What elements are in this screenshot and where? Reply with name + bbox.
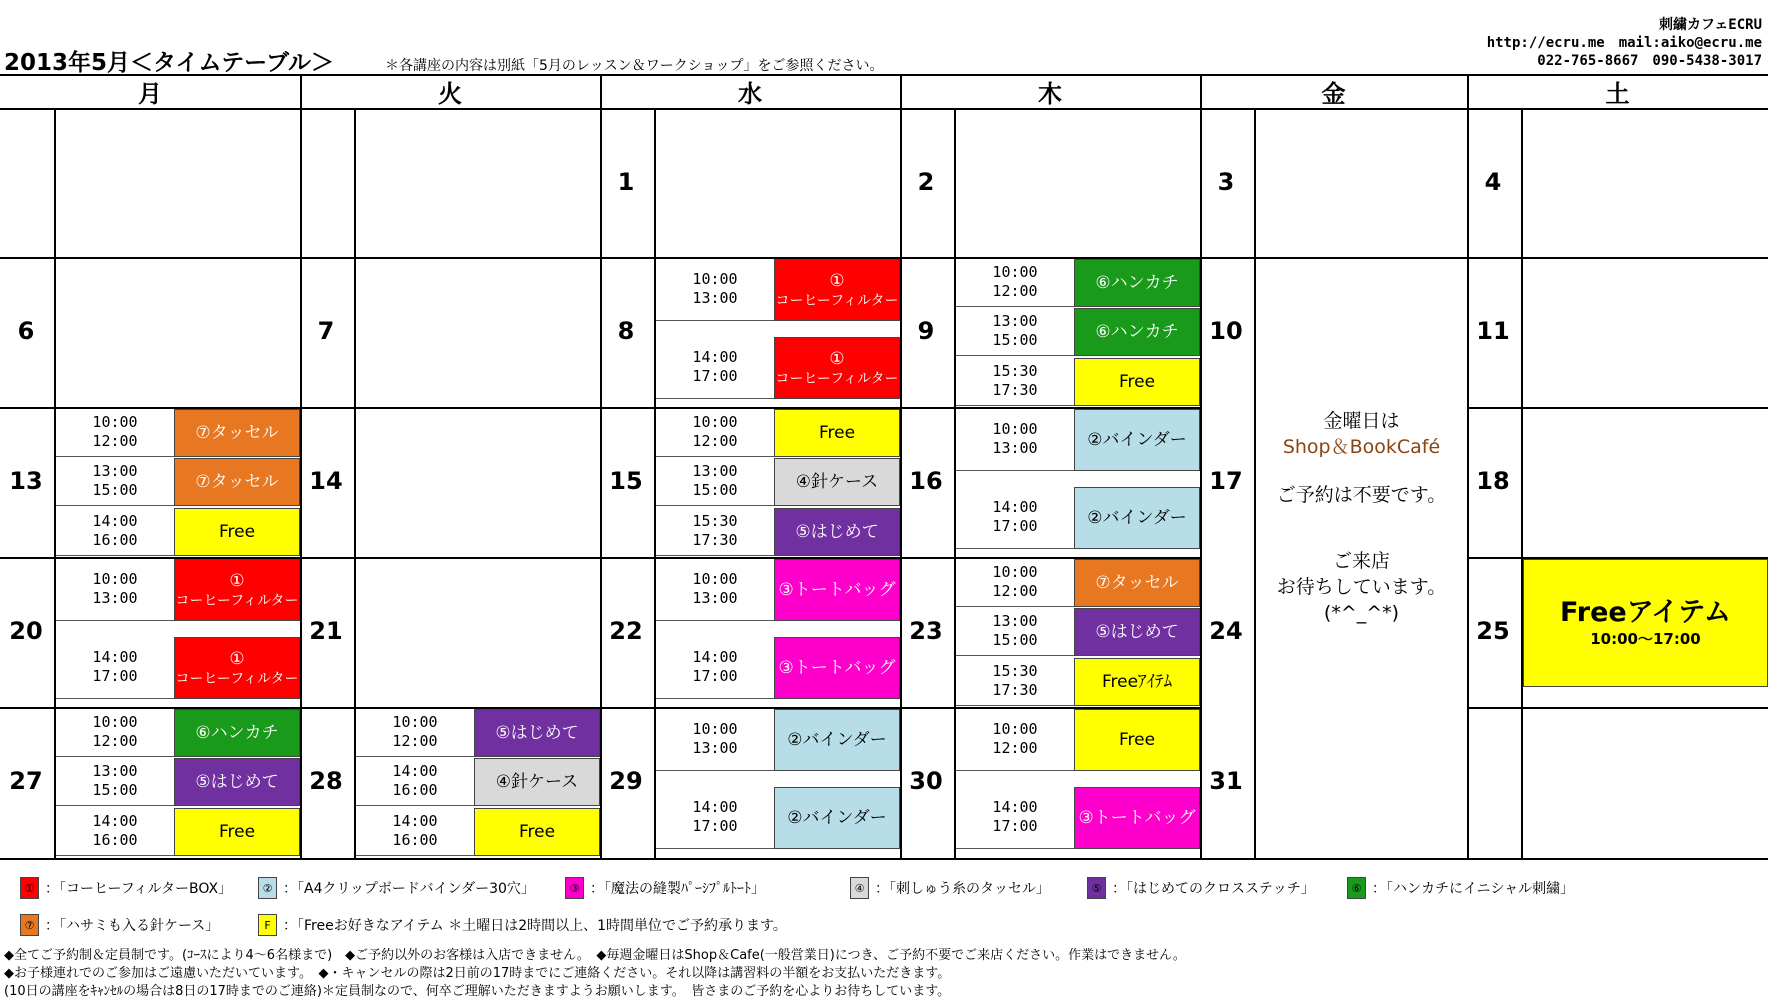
legend-swatch: ①: [20, 877, 39, 899]
lesson-block[interactable]: [774, 259, 900, 321]
date-number: 1: [617, 168, 635, 196]
lesson-block[interactable]: [474, 808, 600, 856]
lesson-time: 14:00 17:00: [692, 348, 738, 385]
friday-note-line6: (*^_^*): [1323, 602, 1400, 624]
lesson-time: 14:00 17:00: [92, 648, 138, 685]
friday-note-line3: ご予約は不要です。: [1276, 484, 1447, 506]
legend-text: ：「魔法の縫製ﾊﾟｰｼﾌﾟﾙﾄｰﾄ」: [590, 881, 765, 897]
lesson-time: 15:30 17:30: [692, 512, 738, 549]
lesson-title: Freeｱｲﾃﾑ: [1101, 671, 1173, 692]
lesson-time: 15:30 17:30: [992, 662, 1038, 699]
lesson-title: Free: [1118, 729, 1156, 750]
legend-swatch: F: [258, 914, 277, 936]
saturday-free-item[interactable]: [1523, 559, 1768, 687]
lesson-title: ⑤はじめて: [1095, 621, 1179, 642]
lesson-time: 14:00 17:00: [992, 798, 1038, 835]
lesson-time: 10:00 12:00: [992, 263, 1038, 300]
legend-item: [258, 877, 535, 899]
lesson-title: ②バインダー: [787, 729, 887, 750]
lesson-time: 13:00 15:00: [992, 312, 1038, 349]
lesson-block[interactable]: [174, 458, 300, 506]
date-number: 25: [1476, 617, 1510, 645]
shop-contact-web: http://ecru.me mail:aiko@ecru.me: [1486, 35, 1762, 51]
legend-item: [565, 877, 765, 899]
lesson-block[interactable]: [1074, 308, 1200, 356]
lesson-block[interactable]: [1074, 658, 1200, 706]
date-number: 31: [1209, 767, 1243, 795]
lesson-block[interactable]: [1074, 487, 1200, 549]
lesson-block[interactable]: [174, 637, 300, 699]
legend-text: ：「刺しゅう糸のタッセル」: [875, 881, 1050, 897]
date-number: 9: [917, 317, 935, 345]
lesson-time: 14:00 16:00: [92, 812, 138, 849]
lesson-block[interactable]: [1074, 559, 1200, 607]
lesson-block[interactable]: [1074, 259, 1200, 307]
date-number: 2: [917, 168, 935, 196]
lesson-block[interactable]: [174, 709, 300, 757]
lesson-title: ⑦タッセル: [195, 422, 279, 443]
date-number: 20: [9, 617, 43, 645]
date-number: 21: [309, 617, 343, 645]
lesson-title: ⑥ハンカチ: [195, 722, 279, 743]
lesson-title: ②バインダー: [1087, 429, 1187, 450]
legend-item: [850, 877, 1050, 899]
date-number: 29: [609, 767, 643, 795]
lesson-title: コーヒーフィルター: [175, 670, 299, 687]
legend-swatch: ⑦: [20, 914, 39, 936]
lesson-title: ④針ケース: [495, 771, 579, 792]
date-number: 8: [617, 317, 635, 345]
lesson-block[interactable]: [174, 559, 300, 621]
lesson-title: ②バインダー: [787, 807, 887, 828]
lesson-time: 15:30 17:30: [992, 362, 1038, 399]
lesson-title: ⑤はじめて: [195, 771, 279, 792]
lesson-time: 13:00 15:00: [992, 612, 1038, 649]
legend-text: ：「ハンカチにイニシャル刺繍」: [1372, 881, 1575, 897]
lesson-block[interactable]: [1074, 709, 1200, 771]
date-number: 18: [1476, 467, 1510, 495]
lesson-block[interactable]: [1074, 787, 1200, 849]
date-number: 11: [1476, 317, 1510, 345]
lesson-block[interactable]: [174, 508, 300, 556]
date-number: 10: [1209, 317, 1243, 345]
day-header-4: 金: [1321, 79, 1346, 108]
page-title: 2013年5月＜タイムテーブル＞: [4, 50, 335, 76]
date-number: [0, 108, 52, 256]
lesson-title: Free: [218, 821, 256, 842]
date-number: 24: [1209, 617, 1243, 645]
lesson-block[interactable]: [174, 409, 300, 457]
friday-note-line1: 金曜日は: [1323, 410, 1400, 432]
saturday-free-label: Freeアイテム: [1560, 596, 1731, 628]
lesson-block[interactable]: [474, 758, 600, 806]
date-number: 13: [9, 467, 43, 495]
friday-note-line2: Shop＆BookCafé: [1282, 436, 1441, 458]
lesson-time: 10:00 12:00: [392, 713, 438, 750]
legend-text: ：「A4クリップボードバインダー30穴」: [283, 881, 535, 897]
lesson-title: Free: [518, 821, 556, 842]
saturday-free-time: 10:00〜17:00: [1590, 629, 1701, 648]
legend-item: [258, 914, 787, 936]
lesson-time: 14:00 16:00: [392, 812, 438, 849]
legend-text: ：「はじめてのクロスステッチ」: [1112, 881, 1315, 897]
lesson-title: ⑦タッセル: [1095, 572, 1179, 593]
footer-note-2: ◆お子様連れでのご参加はご遠慮いただいています。 ◆・キャンセルの際は2日前の17時までにご連絡ください。それ以降は講習料の半額をお支払いただきます。: [4, 966, 951, 981]
lesson-title: コーヒーフィルター: [175, 592, 299, 609]
legend-item: [20, 914, 219, 936]
lesson-block[interactable]: [774, 337, 900, 399]
date-number: 14: [309, 467, 343, 495]
footer-note-1: ◆全てご予約制＆定員制です。(ｺｰｽにより4〜6名様まで) ◆ご予約以外のお客様は入店できません。 ◆毎週金曜日はShop＆Cafe(一般営業日)につき、ご予約不要でご来店ください。作業はできません。: [4, 948, 1186, 963]
shop-name: 刺繍カフェECRU: [1658, 17, 1762, 33]
lesson-time: 10:00 12:00: [92, 413, 138, 450]
shop-contact-phone: 022-765-8667 090-5438-3017: [1537, 53, 1762, 69]
lesson-title: ⑤はじめて: [795, 521, 879, 542]
lesson-title: ⑥ハンカチ: [1095, 272, 1179, 293]
lesson-title: ③トートバッグ: [778, 657, 896, 678]
lesson-block[interactable]: [774, 458, 900, 506]
date-number: 6: [17, 317, 35, 345]
date-number: 4: [1484, 168, 1502, 196]
friday-note-line5: お待ちしています。: [1276, 576, 1447, 598]
lesson-title: ⑤はじめて: [495, 722, 579, 743]
legend-swatch: ②: [258, 877, 277, 899]
grid-top-line: [0, 74, 1768, 76]
lesson-block[interactable]: [1074, 409, 1200, 471]
legend-item: [1087, 877, 1315, 899]
day-header-5: 土: [1605, 79, 1630, 108]
lesson-block[interactable]: [174, 758, 300, 806]
lesson-time: 10:00 13:00: [692, 270, 738, 307]
lesson-number: ①: [829, 348, 845, 369]
lesson-time: 14:00 17:00: [992, 498, 1038, 535]
lesson-time: 10:00 12:00: [92, 713, 138, 750]
lesson-time: 13:00 15:00: [692, 462, 738, 499]
lesson-time: 10:00 12:00: [992, 563, 1038, 600]
date-number: 30: [909, 767, 943, 795]
calendar-grid: [0, 74, 1768, 860]
lesson-time: 14:00 17:00: [692, 798, 738, 835]
date-number: 16: [909, 467, 943, 495]
legend-text: ：「ハサミも入る針ケース」: [45, 918, 220, 934]
lesson-block[interactable]: [774, 508, 900, 556]
lesson-block[interactable]: [1074, 608, 1200, 656]
grid-date-line: [1521, 108, 1523, 860]
legend-swatch: ⑥: [1347, 877, 1366, 899]
date-number: [1467, 707, 1519, 855]
lesson-block[interactable]: [774, 637, 900, 699]
lesson-block[interactable]: [174, 808, 300, 856]
legend-text: ：「Freeお好きなアイテム ＊土曜日は2時間以上、1時間単位でご予約承ります。: [283, 918, 787, 934]
lesson-time: 10:00 12:00: [692, 413, 738, 450]
day-header-3: 木: [1038, 79, 1062, 108]
date-number: [300, 108, 352, 256]
lesson-block[interactable]: [474, 709, 600, 757]
date-number: 3: [1217, 168, 1235, 196]
day-header-1: 火: [438, 79, 462, 108]
lesson-block[interactable]: [1074, 358, 1200, 406]
legend-swatch: ④: [850, 877, 869, 899]
lesson-time: 13:00 15:00: [92, 762, 138, 799]
reference-note: ＊各講座の内容は別紙「5月のレッスン＆ワークショップ」をご参照ください。: [385, 58, 884, 74]
legend-text: ：「コーヒーフィルターBOX」: [45, 881, 233, 897]
date-number: 7: [317, 317, 335, 345]
lesson-number: ①: [229, 648, 245, 669]
lesson-time: 10:00 12:00: [992, 720, 1038, 757]
lesson-title: コーヒーフィルター: [775, 370, 899, 387]
date-number: 27: [9, 767, 43, 795]
lesson-title: Free: [818, 422, 856, 443]
legend-swatch: ⑤: [1087, 877, 1106, 899]
lesson-time: 10:00 13:00: [992, 420, 1038, 457]
lesson-title: ⑥ハンカチ: [1095, 321, 1179, 342]
lesson-title: Free: [218, 521, 256, 542]
date-number: 28: [309, 767, 343, 795]
lesson-title: ⑦タッセル: [195, 471, 279, 492]
lesson-block[interactable]: [774, 559, 900, 621]
lesson-number: ①: [229, 570, 245, 591]
date-number: 23: [909, 617, 943, 645]
lesson-title: ③トートバッグ: [778, 579, 896, 600]
date-number: 22: [609, 617, 643, 645]
lesson-title: ③トートバッグ: [1078, 807, 1196, 828]
lesson-block[interactable]: [774, 409, 900, 457]
lesson-title: ②バインダー: [1087, 507, 1187, 528]
lesson-time: 10:00 13:00: [692, 720, 738, 757]
legend-item: [20, 877, 232, 899]
lesson-number: ①: [829, 270, 845, 291]
lesson-time: 14:00 16:00: [392, 762, 438, 799]
legend-swatch: ③: [565, 877, 584, 899]
lesson-block[interactable]: [774, 709, 900, 771]
friday-note-line4: ご来店: [1332, 550, 1390, 572]
day-header-2: 水: [738, 79, 762, 108]
lesson-time: 13:00 15:00: [92, 462, 138, 499]
footer-note-3: (10日の講座をｷｬﾝｾﾙの場合は8日の17時までのご連絡)＊定員制なので、何卒ご理解いただきますようお願いします。 皆さまのご予約を心よりお待ちしています。: [4, 984, 951, 999]
grid-bottom-line: [0, 858, 1768, 860]
date-number: 15: [609, 467, 643, 495]
lesson-title: Free: [1118, 371, 1156, 392]
lesson-time: 10:00 13:00: [692, 570, 738, 607]
lesson-time: 10:00 13:00: [92, 570, 138, 607]
day-header-0: 月: [138, 79, 162, 108]
lesson-time: 14:00 17:00: [692, 648, 738, 685]
lesson-time: 14:00 16:00: [92, 512, 138, 549]
date-number: 17: [1209, 467, 1243, 495]
lesson-title: ④針ケース: [795, 471, 879, 492]
legend-item: [1347, 877, 1574, 899]
lesson-title: コーヒーフィルター: [775, 292, 899, 309]
lesson-block[interactable]: [774, 787, 900, 849]
